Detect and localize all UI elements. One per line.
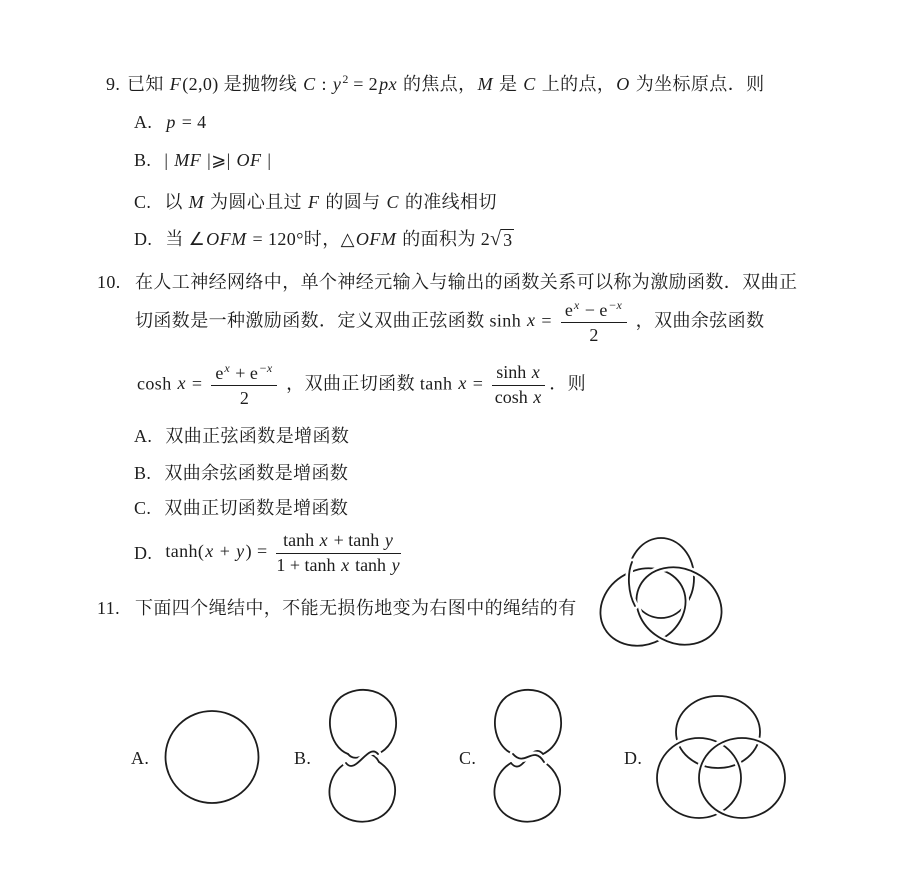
- top-ring: [676, 696, 760, 768]
- q10-option-d: [134, 531, 405, 575]
- q11-stem-text: 下面四个绳结中，不能无损伤地变为右图中的绳结的有: [135, 598, 577, 618]
- q10-option-a: [134, 422, 349, 448]
- option-text: p = 4: [166, 112, 207, 132]
- option-text: 当 ∠OFM = 120°时，△OFM 的面积为 2 √ 3: [165, 228, 513, 250]
- q10-line1-text: 在人工神经网络中，单个神经元输入与输出的函数关系可以称为激励函数．双曲正: [135, 272, 798, 292]
- bottom-loop: [494, 762, 560, 822]
- q11-stem: [97, 594, 577, 620]
- option-label: A.: [134, 112, 153, 132]
- trefoil-knot-figure: [593, 523, 733, 663]
- option-text: | MF |⩾| OF |: [164, 150, 272, 170]
- option-label: D.: [134, 542, 153, 563]
- q10-option-c: [134, 494, 348, 520]
- option-text: 双曲正弦函数是增函数: [165, 426, 350, 446]
- option-label: D.: [134, 229, 153, 249]
- q10-stem-line1: [97, 268, 797, 294]
- knot-choice-label-d: D.: [624, 748, 643, 768]
- q10-line3-text: cosh x = $\frac{e^x + e^{-x}}{2}$ ，双曲正切函数 tanh x = $\frac{\text{sinh x}}{\text{cosh x}}$ ．则: [137, 360, 587, 408]
- option-text: 以 M 为圆心且过 F 的圆与 C 的准线相切: [164, 192, 497, 212]
- q9-option-a: [134, 112, 207, 133]
- q11-number: 11.: [97, 598, 121, 618]
- q9-number: 9.: [106, 74, 121, 94]
- option-text: 双曲正切函数是增函数: [164, 498, 349, 518]
- top-loop: [330, 690, 396, 754]
- twist-clasp-knot-figure: [320, 686, 412, 826]
- top-loop: [495, 690, 561, 754]
- twist-clasp-knot-mirror-figure: [485, 686, 577, 826]
- option-label: A.: [134, 426, 153, 446]
- option-label: C.: [134, 192, 152, 212]
- knot-choice-label-a: A.: [131, 748, 150, 768]
- knot-choice-label-c: C.: [459, 748, 477, 768]
- q10-stem-line2: [135, 297, 765, 345]
- option-text: 双曲余弦函数是增函数: [164, 463, 349, 483]
- knot-choice-label-b: B.: [294, 748, 312, 768]
- q9-option-c: [134, 188, 497, 214]
- q10-line2-text: 切函数是一种激励函数．定义双曲正弦函数 sinh x = $\frac{e^x - e^{-x}}{2}$ ，双曲余弦函数: [135, 297, 765, 345]
- q9-stem-text: 已知 F(2,0) 是抛物线 C : $y^2 = 2px$ 的焦点，M 是 C 上的点，O 为坐标原点．则: [127, 72, 765, 94]
- option-label: B.: [134, 150, 152, 170]
- q10-option-b: [134, 459, 348, 485]
- option-text: tanh(x + y) = $\frac{\text{tanh x + tanh y}}{\text{1 + tanh x tanh y}}$: [165, 530, 401, 575]
- option-label: C.: [134, 498, 152, 518]
- q10-number: 10.: [97, 272, 121, 292]
- bottom-loop: [329, 762, 395, 822]
- q9-option-d: [134, 225, 514, 252]
- unknot-circle-figure: [163, 708, 261, 806]
- q9-option-b: [134, 150, 271, 171]
- q10-stem-line3: [137, 360, 587, 408]
- option-label: B.: [134, 463, 152, 483]
- q9-stem: [106, 70, 765, 96]
- three-interlocked-rings-figure: [652, 694, 788, 820]
- unknot-loop: [166, 711, 259, 803]
